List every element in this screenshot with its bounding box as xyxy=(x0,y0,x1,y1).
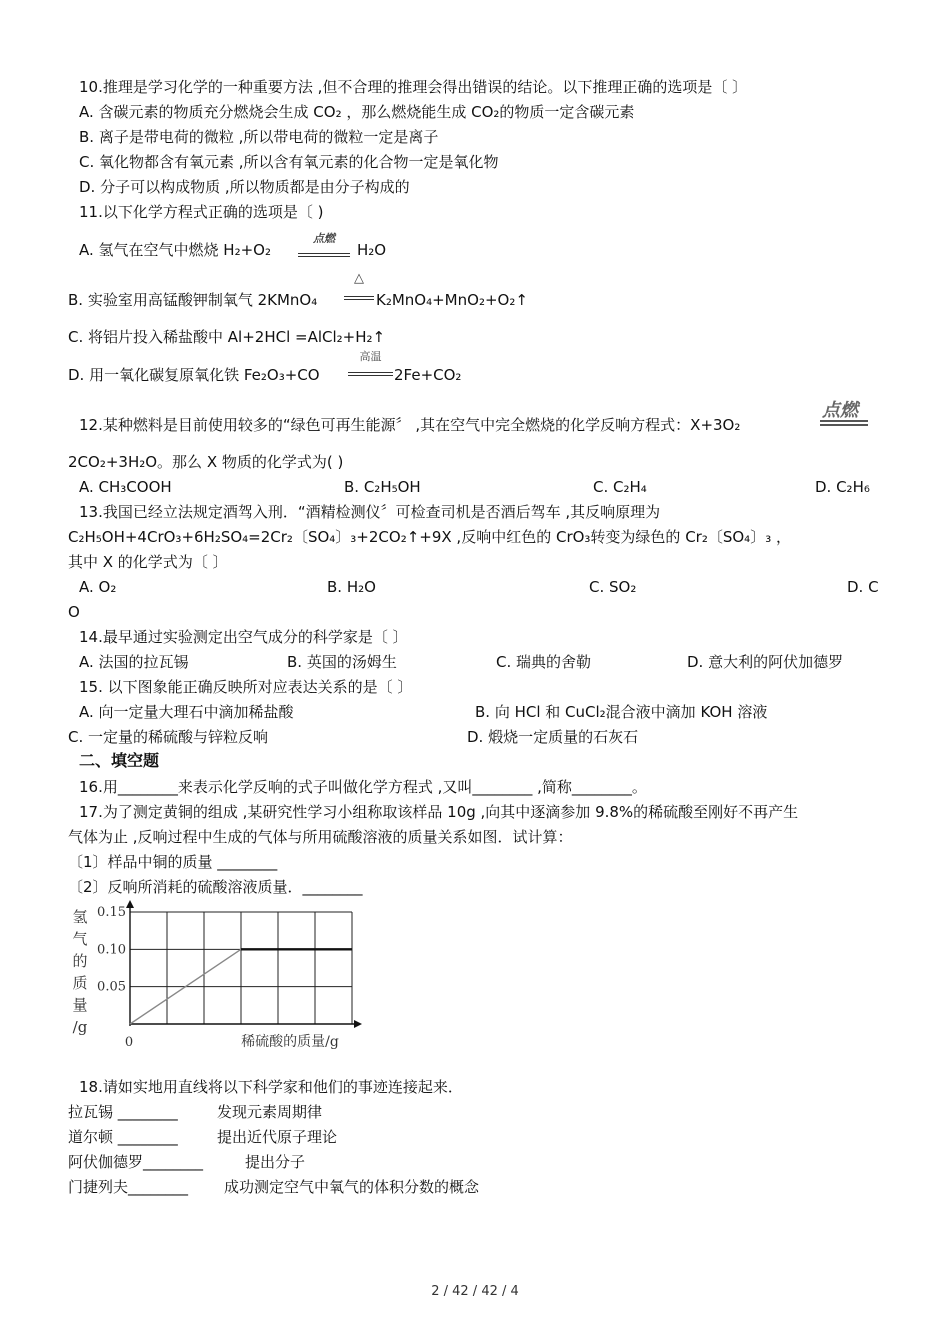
q18-left-1: 拉瓦锡 ________ xyxy=(68,1103,178,1121)
q16-text: 16.用________来表示化学反响的式子叫做化学方程式 ,又叫________ ,简称________。 xyxy=(79,778,647,796)
q18-right-2: 提出近代原子理论 xyxy=(217,1128,338,1146)
page-footer: 2 / 42 / 42 / 4 xyxy=(431,1284,519,1299)
q17-part-2: 〔2〕反响所消耗的硫酸溶液质量．________ xyxy=(68,878,363,896)
q17-stem: 17.为了测定黄铜的组成 ,某研究性学习小组称取该样品 10g ,向其中逐滴参加 9.8%的稀硫酸至刚好不再产生 xyxy=(79,803,799,821)
q12-stem: 12.某种燃料是目前使用较多的“绿色可再生能源〞 ,其在空气中完全燃烧的化学反响方程式：X+3O₂ xyxy=(79,416,741,434)
q12-option-a: A. CH₃COOH xyxy=(79,478,172,496)
y-tick-label: 0.15 xyxy=(97,905,126,920)
q15-option-a: A. 向一定量大理石中滴加稀盐酸 xyxy=(79,703,294,721)
q18-left-3: 阿伏伽德罗________ xyxy=(68,1153,204,1171)
q11-a-condition: 点燃 xyxy=(313,232,335,245)
q11-d-eq-bar-bottom xyxy=(348,375,393,376)
q13-option-d-wrap: O xyxy=(68,603,80,621)
q14-option-c: C. 瑞典的舍勒 xyxy=(496,653,592,671)
y-axis-label-char: 气 xyxy=(72,930,88,948)
y-axis-label-char: 量 xyxy=(72,996,88,1014)
q12-option-c: C. C₂H₄ xyxy=(593,478,647,496)
q10-option-d: D. 分子可以构成物质 ,所以物质都是由分子构成的 xyxy=(79,178,410,196)
q11-option-c: C. 将铝片投入稀盐酸中 Al+2HCl =AlCl₂+H₂↑ xyxy=(68,328,386,346)
q10-stem: 10.推理是学习化学的一种重要方法 ,但不合理的推理会得出错误的结论。以下推理正确的选项是〔 〕 xyxy=(79,78,748,96)
y-axis-label-char: /g xyxy=(72,1018,88,1036)
hydrogen-mass-chart xyxy=(60,900,380,1060)
q11-option-b-right: K₂MnO₄+MnO₂+O₂↑ xyxy=(376,291,528,309)
q11-a-eq-bar-top xyxy=(298,253,350,254)
q13-option-c: C. SO₂ xyxy=(589,578,637,596)
q12-condition: 点燃 xyxy=(822,400,858,421)
y-tick-label: 0.05 xyxy=(97,979,126,995)
q13-stem-end: 其中 X 的化学式为〔 〕 xyxy=(68,553,228,571)
q11-a-eq-bar-bottom xyxy=(298,256,350,257)
q13-option-a: A. O₂ xyxy=(79,578,117,596)
q18-left-4: 门捷列夫________ xyxy=(68,1178,189,1196)
q12-option-d: D. C₂H₆ xyxy=(815,478,870,496)
y-axis-arrow xyxy=(126,900,134,908)
q11-b-condition: △ xyxy=(354,271,364,286)
q14-option-b: B. 英国的汤姆生 xyxy=(287,653,397,671)
q14-option-a: A. 法国的拉瓦锡 xyxy=(79,653,189,671)
q15-option-d: D. 煅烧一定质量的石灰石 xyxy=(467,728,639,746)
q12-option-b: B. C₂H₅OH xyxy=(344,478,421,496)
q17-part-1: 〔1〕样品中铜的质量 ________ xyxy=(68,853,278,871)
q14-option-d: D. 意大利的阿伏加德罗 xyxy=(687,653,844,671)
y-tick-label: 0.10 xyxy=(97,942,126,958)
chart-axes xyxy=(126,900,362,1028)
x-axis-label: 稀硫酸的质量/g xyxy=(241,1034,339,1050)
q13-option-d: D. C xyxy=(847,578,879,596)
x-axis-arrow xyxy=(354,1020,362,1028)
q13-stem: 13.我国已经立法规定酒驾入刑．“酒精检测仪〞可检查司机是否酒后驾车 ,其反响原理为 xyxy=(79,503,661,521)
q14-stem: 14.最早通过实验测定出空气成分的科学家是〔 〕 xyxy=(79,628,408,646)
q18-right-3: 提出分子 xyxy=(245,1153,306,1171)
q12-stem-continued: 2CO₂+3H₂O。那么 X 物质的化学式为( ) xyxy=(68,453,344,471)
q11-b-eq-bar-top xyxy=(344,296,374,297)
q17-stem-continued: 气体为止 ,反响过程中生成的气体与所用硫酸溶液的质量关系如图．试计算： xyxy=(68,828,573,846)
q12-eq-bar-top xyxy=(820,420,868,422)
q15-option-c: C. 一定量的稀硫酸与锌粒反响 xyxy=(68,728,269,746)
q11-d-eq-bar-top xyxy=(348,372,393,373)
q11-stem: 11.以下化学方程式正确的选项是〔 ) xyxy=(79,203,324,221)
q18-left-2: 道尔顿 ________ xyxy=(68,1128,178,1146)
q18-right-4: 成功测定空气中氧气的体积分数的概念 xyxy=(224,1178,480,1196)
q11-option-a-left: A. 氢气在空气中燃烧 H₂+O₂ xyxy=(79,241,271,259)
q10-option-b: B. 离子是带电荷的微粒 ,所以带电荷的微粒一定是离子 xyxy=(79,128,439,146)
q15-option-b: B. 向 HCl 和 CuCl₂混合液中滴加 KOH 溶液 xyxy=(475,703,768,721)
q13-option-b: B. H₂O xyxy=(327,578,376,596)
q13-equation: C₂H₅OH+4CrO₃+6H₂SO₄=2Cr₂〔SO₄〕₃+2CO₂↑+9X ,反响中红色的 CrO₃转变为绿色的 Cr₂〔SO₄〕₃ ， xyxy=(68,528,791,546)
y-axis-label-char: 的 xyxy=(72,952,88,970)
chart-labels xyxy=(72,905,338,1050)
q12-eq-bar-bottom xyxy=(820,424,868,426)
y-axis-label-char: 质 xyxy=(72,974,88,992)
q10-option-a: A. 含碳元素的物质充分燃烧会生成 CO₂ ，那么燃烧能生成 CO₂的物质一定含碳元素 xyxy=(79,103,635,121)
q18-stem: 18.请如实地用直线将以下科学家和他们的事迹连接起来． xyxy=(79,1078,463,1096)
y-axis-label-char: 氢 xyxy=(72,908,88,926)
q10-option-c: C. 氧化物都含有氧元素 ,所以含有氧元素的化合物一定是氧化物 xyxy=(79,153,499,171)
q11-option-a-right: H₂O xyxy=(357,241,387,259)
q11-b-eq-bar-bottom xyxy=(344,299,374,300)
origin-label: 0 xyxy=(124,1035,134,1050)
q11-option-d-left: D. 用一氧化碳复原氧化铁 Fe₂O₃+CO xyxy=(68,366,320,384)
q18-right-1: 发现元素周期律 xyxy=(217,1103,323,1121)
q11-option-b-left: B. 实验室用高锰酸钾制氧气 2KMnO₄ xyxy=(68,291,318,309)
q15-stem: 15. 以下图象能正确反映所对应表达关系的是〔 〕 xyxy=(79,678,413,696)
q11-d-condition: 高温 xyxy=(359,350,382,363)
chart-grid xyxy=(130,912,352,1024)
q11-option-d-right: 2Fe+CO₂ xyxy=(394,366,462,384)
section-heading-fill-in: 二、填空题 xyxy=(79,751,160,770)
